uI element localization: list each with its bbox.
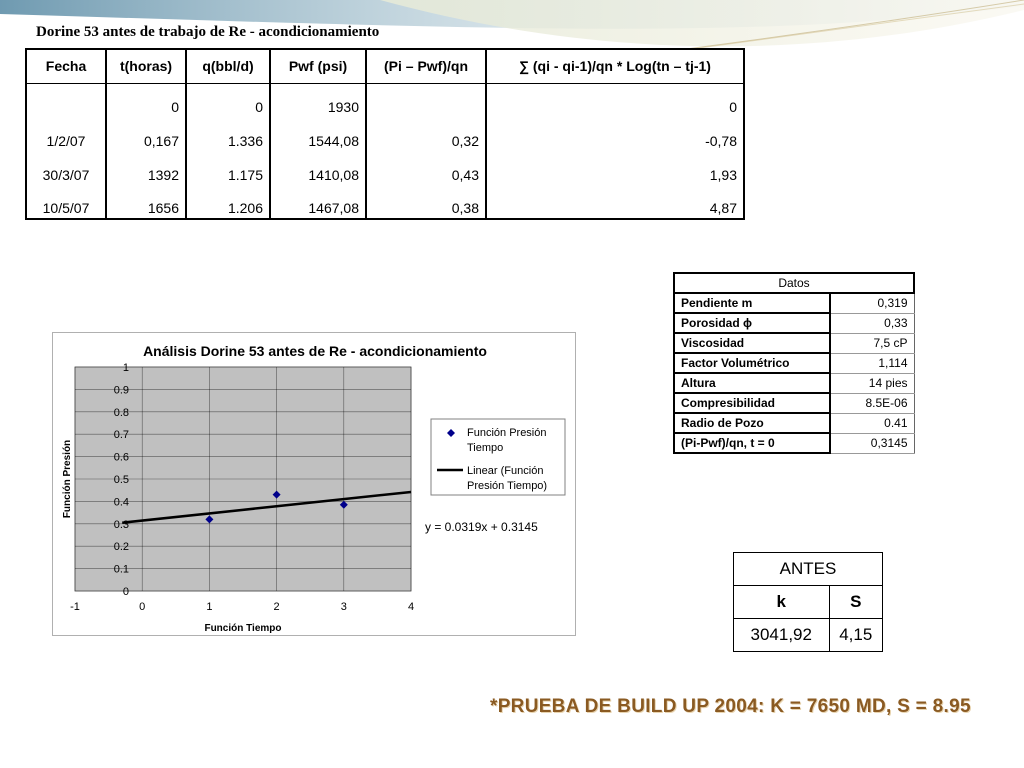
datos-label: Altura [674, 373, 830, 393]
legend-label-series-cont: Tiempo [467, 442, 504, 454]
datos-label: Compresibilidad [674, 393, 830, 413]
table-cell: 1656 [106, 185, 186, 219]
y-tick-label: 0.2 [113, 541, 129, 554]
table-cell: 4,87 [486, 185, 744, 219]
y-tick-label: 1 [122, 362, 129, 374]
table-cell: 0,32 [366, 117, 486, 151]
datos-label: Porosidad ϕ [674, 313, 830, 333]
table-cell: 10/5/07 [26, 185, 106, 219]
table-cell: 0,167 [106, 117, 186, 151]
table-cell: 1.175 [186, 151, 270, 185]
datos-label: (Pi-Pwf)/qn, t = 0 [674, 433, 830, 453]
x-tick-label: 3 [340, 601, 347, 613]
table-cell: 0 [106, 83, 186, 117]
y-axis-title: Función Presión [62, 439, 73, 519]
datos-value: 0,33 [830, 313, 914, 333]
antes-value-k: 3041,92 [734, 619, 830, 652]
datos-row [674, 293, 914, 313]
y-tick-label: 0.7 [113, 429, 129, 442]
antes-table [733, 552, 883, 652]
table-cell: 1930 [270, 83, 366, 117]
datos-value: 8.5E-06 [830, 393, 914, 413]
antes-col-row [734, 586, 883, 619]
datos-row [674, 313, 914, 333]
datos-row [674, 333, 914, 353]
datos-label: Pendiente m [674, 293, 830, 313]
col-header-t: t(horas) [106, 49, 186, 83]
x-tick-label: 4 [407, 601, 415, 613]
datos-label: Viscosidad [674, 333, 830, 353]
table-cell [366, 83, 486, 117]
datos-value: 0.41 [830, 413, 914, 433]
datos-value: 0,319 [830, 293, 914, 313]
table-cell: 0 [486, 83, 744, 117]
table-cell: 1544,08 [270, 117, 366, 151]
col-header-superposition: ∑ (qi - qi-1)/qn * Log(tn – tj-1) [486, 49, 744, 83]
x-axis-title: Función Tiempo [204, 623, 282, 634]
x-tick-label: 1 [206, 601, 213, 613]
table-header-row [26, 49, 744, 83]
col-header-pi-pwf-qn: (Pi – Pwf)/qn [366, 49, 486, 83]
chart-container [52, 332, 576, 636]
datos-row [674, 373, 914, 393]
datos-row [674, 393, 914, 413]
y-tick-label: 0.6 [113, 451, 129, 464]
antes-col-s: S [829, 586, 883, 619]
table-row [26, 117, 744, 151]
x-tick-label: 0 [139, 601, 146, 613]
y-tick-label: 0 [122, 586, 129, 598]
datos-row [674, 433, 914, 453]
antes-header: ANTES [734, 553, 883, 586]
table-row [26, 185, 744, 219]
trendline-equation: y = 0.0319x + 0.3145 [425, 520, 538, 534]
col-header-pwf: Pwf (psi) [270, 49, 366, 83]
x-tick-label: -1 [70, 601, 80, 613]
data-table [25, 48, 745, 220]
x-tick-label: 2 [273, 601, 280, 613]
datos-row [674, 353, 914, 373]
datos-row [674, 413, 914, 433]
y-tick-label: 0.5 [113, 474, 129, 486]
footer-note: *PRUEBA DE BUILD UP 2004: K = 7650 MD, S = 8.95 [490, 696, 971, 717]
table-cell: 1410,08 [270, 151, 366, 185]
table-cell: 1392 [106, 151, 186, 185]
col-header-fecha: Fecha [26, 49, 106, 83]
datos-label: Factor Volumétrico [674, 353, 830, 373]
legend-label-trend: Linear (Función [467, 465, 544, 477]
table-cell: 0,38 [366, 185, 486, 219]
datos-header: Datos [674, 273, 914, 293]
datos-table [673, 272, 915, 454]
table-cell: 0 [186, 83, 270, 117]
y-tick-label: 0.8 [113, 406, 129, 419]
antes-value-row [734, 619, 883, 652]
table-cell: 1.206 [186, 185, 270, 219]
chart-title: Análisis Dorine 53 antes de Re - acondicionamiento [143, 343, 487, 359]
table-cell: -0,78 [486, 117, 744, 151]
datos-value: 14 pies [830, 373, 914, 393]
table-row [26, 83, 744, 117]
antes-col-k: k [734, 586, 830, 619]
datos-value: 7,5 cP [830, 333, 914, 353]
col-header-q: q(bbl/d) [186, 49, 270, 83]
datos-label: Radio de Pozo [674, 413, 830, 433]
table-cell: 1.336 [186, 117, 270, 151]
page-title: Dorine 53 antes de trabajo de Re - acondicionamiento [36, 24, 380, 40]
legend-label-series: Función Presión [467, 427, 547, 439]
datos-header-row [674, 273, 914, 293]
table-row [26, 151, 744, 185]
table-cell: 0,43 [366, 151, 486, 185]
table-cell: 1/2/07 [26, 117, 106, 151]
datos-value: 1,114 [830, 353, 914, 373]
antes-header-row [734, 553, 883, 586]
table-cell [26, 83, 106, 117]
y-tick-label: 0.9 [113, 384, 129, 397]
y-tick-label: 0.4 [113, 496, 129, 509]
datos-value: 0,3145 [830, 433, 914, 453]
table-cell: 30/3/07 [26, 151, 106, 185]
table-cell: 1,93 [486, 151, 744, 185]
antes-value-s: 4,15 [829, 619, 883, 652]
chart-svg [53, 333, 575, 635]
y-tick-label: 0.3 [113, 518, 129, 531]
y-tick-label: 0.1 [113, 563, 129, 576]
legend-label-trend-cont: Presión Tiempo) [467, 480, 548, 492]
table-cell: 1467,08 [270, 185, 366, 219]
